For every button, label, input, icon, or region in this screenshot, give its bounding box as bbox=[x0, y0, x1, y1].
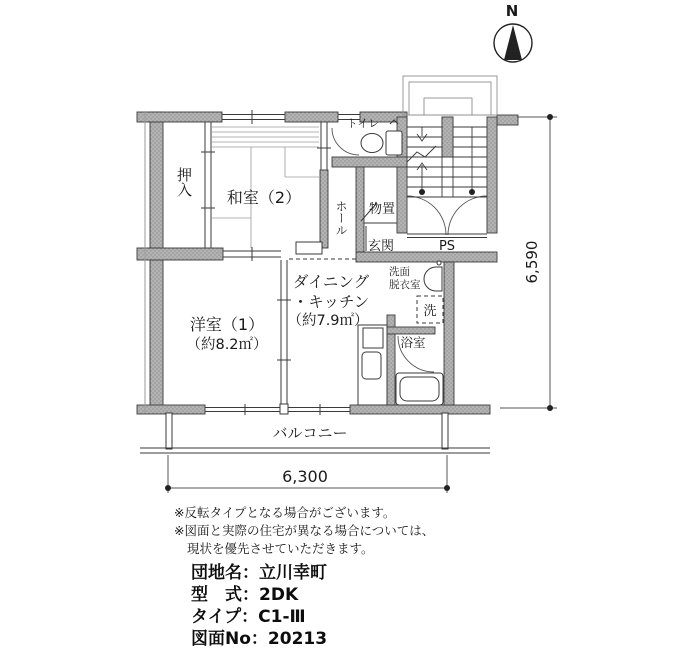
stair-dot-right bbox=[469, 189, 475, 195]
stair-break-line bbox=[407, 146, 436, 162]
wall-left bbox=[150, 112, 163, 413]
wall-top-right-stub bbox=[497, 115, 518, 125]
stair-dot-left bbox=[419, 189, 425, 195]
north-arrow-icon bbox=[504, 25, 522, 60]
kitchen-stove bbox=[363, 328, 383, 348]
balcony-rail-lines bbox=[140, 448, 490, 453]
wall-east-lower bbox=[444, 262, 454, 405]
room-label-western-2: （約8.2㎡） bbox=[186, 337, 268, 353]
oshiire-fusuma-ticks bbox=[201, 152, 215, 208]
room-label-hall: ホール bbox=[334, 200, 348, 236]
balcony-window-mullion bbox=[280, 404, 288, 414]
wall-storage-west bbox=[356, 167, 364, 252]
room-label-entrance: 玄関 bbox=[367, 239, 395, 254]
info-label: 図面No bbox=[191, 629, 251, 649]
info-row-zumen bbox=[191, 628, 327, 650]
room-label-western-1: 洋室（1） bbox=[189, 315, 265, 334]
sink-icon bbox=[424, 267, 442, 291]
partition-ticks bbox=[277, 300, 291, 360]
hall-step bbox=[296, 242, 322, 254]
stair-entry-arc-left bbox=[407, 196, 446, 235]
wall-washitsu-east bbox=[320, 170, 328, 248]
room-label-washroom-2: 脱衣室 bbox=[389, 279, 421, 291]
dim-width-label: 6,300 bbox=[282, 467, 328, 486]
toilet-bowl-icon bbox=[361, 134, 383, 153]
balcony-post-right bbox=[442, 413, 448, 449]
north-compass bbox=[494, 2, 532, 62]
ps-top-lines bbox=[407, 234, 487, 238]
window-balcony bbox=[205, 408, 350, 412]
washitsu-hall-fusuma bbox=[321, 122, 327, 170]
info-value: 2DK bbox=[259, 585, 299, 605]
room-label-washitsu: 和室（2） bbox=[226, 188, 302, 207]
wall-toilet-bottom bbox=[332, 157, 407, 167]
room-label-ps: PS bbox=[438, 239, 456, 254]
info-value: 20213 bbox=[267, 629, 328, 649]
info-row-danchi bbox=[191, 562, 327, 584]
note-line: ※図面と実際の住宅が異なる場合については、 bbox=[174, 523, 435, 538]
note-line: ※反転タイプとなる場合がございます。 bbox=[174, 505, 396, 520]
plan-info-block bbox=[191, 562, 327, 650]
toilet-tank-icon bbox=[386, 131, 402, 155]
window-washitsu bbox=[222, 115, 285, 120]
stairwell bbox=[403, 76, 497, 238]
room-label-dk-2: ・キッチン bbox=[292, 293, 370, 311]
note-line: 現状を優先させていただきます。 bbox=[187, 541, 374, 556]
dim-height-label: 6,590 bbox=[523, 240, 541, 284]
info-value: C1-Ⅲ bbox=[258, 607, 306, 627]
wall-bottom-2 bbox=[350, 405, 490, 414]
disclaimer-notes bbox=[174, 504, 434, 558]
info-label: 団地名 bbox=[191, 563, 242, 583]
room-label-washroom-1: 洗面 bbox=[389, 266, 410, 278]
room-label-storage: 物置 bbox=[368, 202, 396, 217]
info-colon: ： bbox=[242, 563, 259, 583]
faucet-icon bbox=[437, 261, 441, 265]
dk-western-partition bbox=[281, 260, 287, 405]
kitchen-sink bbox=[362, 352, 381, 379]
room-label-toilet: トイレ bbox=[346, 117, 380, 130]
room-label-oshiire: 押入 bbox=[175, 167, 193, 197]
toilet-door-arc bbox=[332, 128, 359, 155]
room-label-bathroom: 浴室 bbox=[400, 335, 426, 350]
info-colon: ： bbox=[242, 585, 259, 605]
wall-bath-top bbox=[387, 327, 435, 334]
info-value: 立川幸町 bbox=[259, 563, 327, 583]
oshiire-fusuma bbox=[205, 122, 211, 248]
stair-entry-arc-right bbox=[448, 196, 487, 235]
bathtub-inner bbox=[400, 377, 439, 401]
stair-divider-wall bbox=[442, 117, 453, 157]
wall-stair-right bbox=[487, 117, 497, 233]
balcony-post-left bbox=[166, 413, 172, 449]
wall-middle-cross bbox=[137, 248, 223, 260]
room-label-balcony: バルコニー bbox=[272, 424, 348, 442]
upper-landing-outline bbox=[403, 76, 497, 115]
room-label-dk-1: ダイニング bbox=[292, 273, 370, 291]
info-label: 型 式 bbox=[191, 585, 242, 605]
info-row-kata bbox=[191, 584, 327, 606]
north-label: N bbox=[505, 2, 519, 20]
room-label-dk-3: （約7.9㎡） bbox=[287, 313, 369, 329]
info-colon: ： bbox=[250, 629, 268, 649]
wall-top-1 bbox=[137, 112, 222, 122]
info-label: タイプ bbox=[191, 607, 242, 627]
info-colon: ： bbox=[241, 607, 259, 627]
info-row-type bbox=[191, 606, 327, 628]
wall-top-2 bbox=[285, 112, 338, 122]
room-label-washer: 洗 bbox=[423, 304, 437, 319]
